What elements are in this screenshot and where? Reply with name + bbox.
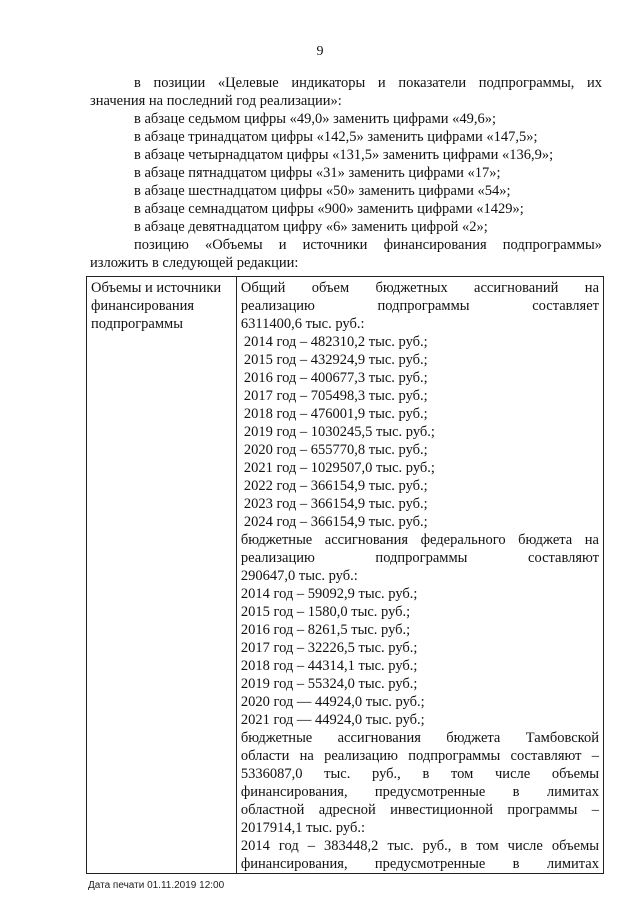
regional-line: финансирования, предусмотренные в лимитах: [240, 784, 599, 800]
print-date: Дата печати 01.11.2019 12:00: [88, 880, 225, 891]
total-year: 2019 год – 1030245,5 тыс. руб.;: [243, 424, 435, 440]
total-year: 2023 год – 366154,9 тыс. руб.;: [243, 496, 428, 512]
table-label-cell: [87, 277, 237, 874]
label-line: Объемы и источники: [91, 280, 222, 296]
intro-position-line-1: в позиции «Целевые индикаторы и показатели подпрограммы, их: [134, 75, 602, 91]
total-year: 2021 год – 1029507,0 тыс. руб.;: [243, 460, 435, 476]
federal-line: реализацию подпрограммы составляют: [240, 550, 599, 566]
federal-year: 2019 год – 55324,0 тыс. руб.;: [240, 676, 418, 692]
total-year: 2022 год – 366154,9 тыс. руб.;: [243, 478, 428, 494]
table-row: [87, 277, 604, 874]
intro-item: в абзаце пятнадцатом цифры «31» заменить цифрами «17»;: [134, 165, 501, 181]
intro-item: в абзаце семнадцатом цифры «900» заменить цифрами «1429»;: [134, 201, 524, 217]
page-number: 9: [316, 44, 324, 59]
table-value-cell: [236, 277, 603, 874]
regional-line: бюджетные ассигнования бюджета Тамбовской: [240, 730, 599, 746]
regional-line: областной адресной инвестиционной программы –: [240, 802, 599, 818]
intro-position2-line-1: позицию «Объемы и источники финансирования подпрограммы»: [134, 237, 602, 253]
regional-line: 2014 год – 383448,2 тыс. руб., в том числе объемы: [240, 838, 599, 854]
federal-year: 2018 год – 44314,1 тыс. руб.;: [240, 658, 418, 674]
intro-item: в абзаце седьмом цифры «49,0» заменить цифрами «49,6»;: [134, 111, 497, 127]
intro-item: в абзаце тринадцатом цифры «142,5» заменить цифрами «147,5»;: [134, 129, 538, 145]
federal-line: бюджетные ассигнования федерального бюджета на: [240, 532, 599, 548]
regional-line: области на реализацию подпрограммы составляют –: [240, 748, 599, 764]
total-year: 2016 год – 400677,3 тыс. руб.;: [243, 370, 428, 386]
intro-item: в абзаце четырнадцатом цифры «131,5» заменить цифрами «136,9»;: [134, 147, 554, 163]
total-year: 2017 год – 705498,3 тыс. руб.;: [243, 388, 428, 404]
total-year: 2024 год – 366154,9 тыс. руб.;: [243, 514, 428, 530]
federal-year: 2014 год – 59092,9 тыс. руб.;: [240, 586, 418, 602]
federal-line: 290647,0 тыс. руб.:: [240, 568, 358, 584]
intro-item: в абзаце девятнадцатом цифру «6» заменить цифрой «2»;: [134, 219, 488, 235]
label-line: подпрограммы: [91, 316, 183, 332]
federal-year: 2015 год – 1580,0 тыс. руб.;: [240, 604, 411, 620]
regional-line: 5336087,0 тыс. руб., в том числе объемы: [240, 766, 599, 782]
federal-year: 2020 год — 44924,0 тыс. руб.;: [240, 694, 425, 710]
intro-position2-line-2: изложить в следующей редакции:: [90, 255, 299, 271]
total-line: Общий объем бюджетных ассигнований на: [240, 280, 599, 296]
federal-year: 2017 год – 32226,5 тыс. руб.;: [240, 640, 418, 656]
federal-year: 2021 год — 44924,0 тыс. руб.;: [240, 712, 425, 728]
intro-text: [90, 74, 602, 272]
total-year: 2014 год – 482310,2 тыс. руб.;: [243, 334, 428, 350]
total-year: 2015 год – 432924,9 тыс. руб.;: [243, 352, 428, 368]
total-year: 2018 год – 476001,9 тыс. руб.;: [243, 406, 428, 422]
regional-line: финансирования, предусмотренные в лимитах: [240, 856, 599, 872]
regional-line: 2017914,1 тыс. руб.:: [240, 820, 366, 836]
financing-table: [86, 276, 604, 874]
intro-position-line-2: значения на последний год реализации»:: [90, 93, 342, 109]
federal-year: 2016 год – 8261,5 тыс. руб.;: [240, 622, 411, 638]
intro-item: в абзаце шестнадцатом цифры «50» заменить цифрами «54»;: [134, 183, 511, 199]
label-line: финансирования: [91, 298, 195, 314]
total-line: 6311400,6 тыс. руб.:: [240, 316, 365, 332]
total-year: 2020 год – 655770,8 тыс. руб.;: [243, 442, 428, 458]
total-line: реализацию подпрограммы составляет: [240, 298, 599, 314]
